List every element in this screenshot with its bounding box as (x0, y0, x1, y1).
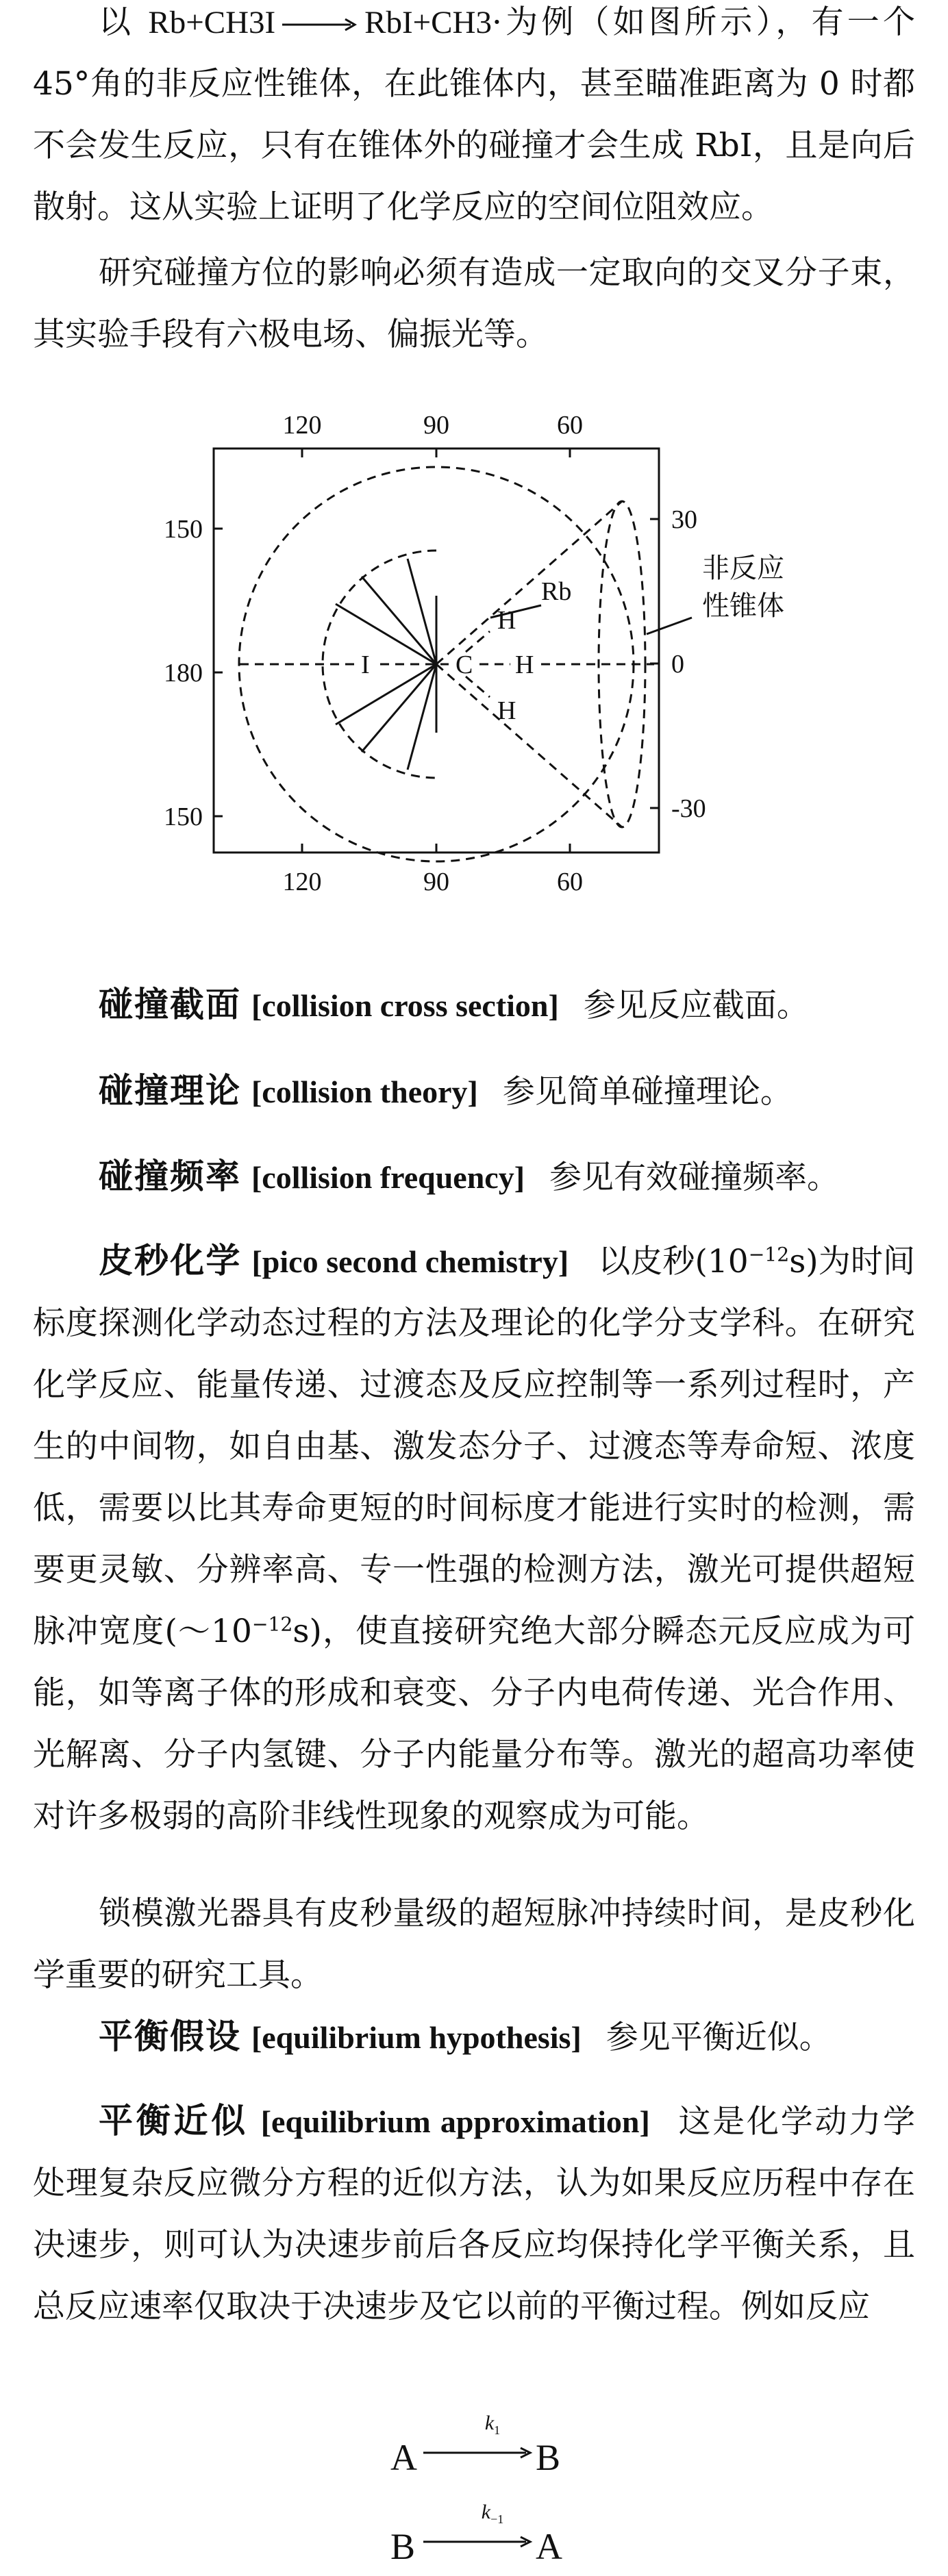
intro-prefix: 以 (99, 3, 149, 41)
reaction-lhs: Rb+CH3I (148, 5, 276, 40)
steric-figure (0, 370, 948, 904)
bottom-tick-90: 90 (423, 868, 449, 896)
atom-h-upper: H (497, 606, 516, 635)
entry-english: [collision theory] (251, 1074, 478, 1109)
right-tick-0: 0 (671, 650, 684, 679)
entry-equilibrium-hypothesis (33, 2006, 915, 2069)
entry-ref: 参见简单碰撞理论。 (502, 1073, 793, 1111)
top-tick-120: 120 (282, 411, 322, 440)
eq1-rate-constant: $k_1$ (484, 2412, 501, 2437)
cone-edge-upper (436, 501, 622, 664)
right-tick-minus30: -30 (671, 794, 706, 823)
bond-c-h-lower (466, 677, 490, 697)
pico-body-2: s)，使直接研究绝大部分瞬态元反应成为可能，如等离子体的形成和衰变、分子内电荷传递、光合作用、光解离、分子内氢键、分子内能量分布等。激光的超高功率使对许多极弱的高阶非线性现象的观察成为可能。 (33, 1613, 915, 1835)
entry-ref: 参见反应截面。 (583, 987, 809, 1024)
atom-h-right: H (515, 651, 534, 679)
bottom-tick-60: 60 (557, 868, 583, 896)
reaction-arrow (279, 16, 360, 33)
paragraph-crossed-beams: 研究碰撞方位的影响必须有造成一定取向的交叉分子束，其实验手段有六极电场、偏振光等。 (33, 254, 915, 353)
atom-i: I (361, 651, 370, 679)
top-tick-90: 90 (423, 411, 449, 440)
eq1-right: B (536, 2437, 561, 2478)
left-tick-150-bottom: 150 (164, 803, 203, 831)
atom-rb: Rb (541, 577, 572, 606)
pico-exponent: −12 (251, 1613, 293, 1636)
entry-term: 平衡假设 (99, 2017, 241, 2056)
entry-text: 这是化学动力学处理复杂反应微分方程的近似方法，认为如果反应历程中存在决速步，则可认为决速步前后各反应均保持化学平衡关系，且总反应速率仅取决于决速步及它以前的平衡过程。例如反应 (33, 2103, 915, 2325)
small-semicircle (323, 551, 436, 778)
entry-english: [collision frequency] (251, 1160, 525, 1195)
eq2-arrow (423, 2535, 533, 2549)
entry-english: [equilibrium hypothesis] (251, 2020, 582, 2055)
eq2-left: B (390, 2526, 416, 2567)
right-tick-30: 30 (671, 505, 697, 534)
atom-h-lower: H (497, 696, 516, 725)
intro-text: ·为例（如图所示），有一个45°角的非反应性锥体，在此锥体内，甚至瞄准距离为 0 时都不会发生反应，只有在锥体外的碰撞才会生成 RbI，且是向后散射。这从实验上证明了化学反应的空间位阻效应。 (33, 3, 915, 226)
eq1-left: A (390, 2437, 417, 2478)
eq2-rate-constant: $k_{-1}$ (481, 2501, 504, 2526)
cone-label-leader (647, 618, 692, 634)
bond-c-h-upper (466, 631, 490, 652)
entry-collision-frequency (33, 1146, 915, 1209)
entry-collision-cross-section (33, 974, 915, 1037)
top-tick-60: 60 (557, 411, 583, 440)
ray-3 (336, 604, 436, 664)
reaction-rhs: RbI+CH3 (364, 5, 492, 40)
cone-label-line2: 性锥体 (702, 590, 784, 621)
equation-a-to-b (384, 2412, 603, 2487)
entry-term: 皮秒化学 (99, 1241, 242, 1280)
entry-term: 平衡近似 (99, 2101, 249, 2141)
pico-body: 为时间标度探测化学动态过程的方法及理论的化学分支学科。在研究化学反应、能量传递、过渡态及反应控制等一系列过程时，产生的中间物，如自由基、激发态分子、过渡态等寿命短、浓度低，需要以比其寿命更短的时间标度才能进行实时的检测，需要更灵敏、分辨率高、专一性强的检测方法，激光可提供超短脉冲宽度(～10 (33, 1243, 915, 1650)
cone-edge-lower (436, 664, 622, 827)
entry-ref: 参见平衡近似。 (606, 2019, 832, 2056)
equation-b-to-a (384, 2501, 603, 2576)
entry-english: [equilibrium approximation] (260, 2104, 650, 2139)
pico-lead: 以皮秒$(10^{-12}s)$ (598, 1243, 819, 1280)
entry-english: [collision cross section] (251, 988, 559, 1023)
entry-english: [pico second chemistry] (251, 1244, 569, 1279)
left-tick-150-top: 150 (164, 515, 203, 544)
atom-c: C (456, 651, 473, 679)
paragraph-mode-locked-laser: 锁模激光器具有皮秒量级的超短脉冲持续时间，是皮秒化学重要的研究工具。 (33, 1895, 915, 1994)
intro-paragraph (33, 0, 915, 238)
cone-label-line1: 非反应 (702, 553, 784, 583)
ray-4 (336, 664, 436, 724)
entry-term: 碰撞理论 (99, 1071, 241, 1111)
entry-collision-theory (33, 1060, 915, 1123)
eq2-right: A (536, 2526, 562, 2567)
entry-term: 碰撞截面 (99, 985, 241, 1024)
bottom-tick-120: 120 (282, 868, 322, 896)
entry-equilibrium-approximation (33, 2090, 915, 2338)
entry-ref: 参见有效碰撞频率。 (549, 1159, 840, 1196)
eq1-arrow (423, 2446, 533, 2460)
entry-term: 碰撞频率 (99, 1157, 241, 1196)
entry-picosecond-chemistry (33, 1230, 915, 1847)
left-tick-180: 180 (164, 659, 203, 687)
